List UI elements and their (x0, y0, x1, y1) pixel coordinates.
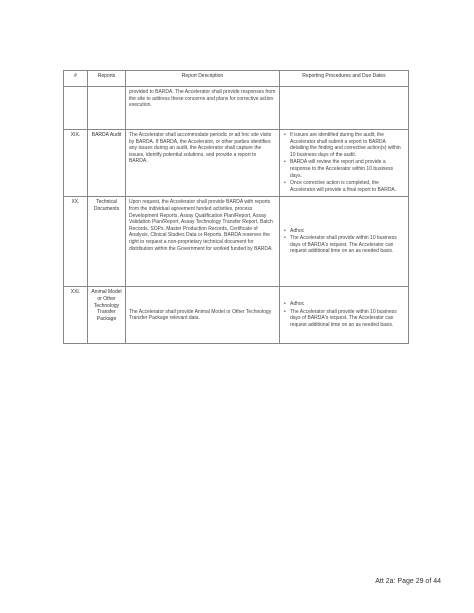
procedure-list (283, 132, 405, 193)
header-report-description: Report Description (126, 71, 280, 87)
row-description: The Accelerator shall accommodate periodic or ad hoc site visits by BARDA. If BARDA, the Accelerator, or other parties identifies any issues during an audit, the Accelerator shall capture the issues, identify potential solutions, and provide a report to BARDA. (126, 130, 280, 197)
row-report-name: Animal Model or Other Technology Transfer Package (88, 287, 126, 344)
row-report-name (88, 87, 126, 130)
row-procedures (280, 197, 409, 287)
header-reports: Reports (88, 71, 126, 87)
reports-table (63, 70, 409, 344)
procedure-item: • BARDA will review the report and provide a response to the Accelerator within 10 business days. (290, 159, 405, 179)
page-footer: Att 2a: Page 29 of 44 (375, 578, 441, 585)
procedure-list (283, 228, 405, 255)
row-description: provided to BARDA. The Accelerator shall provide responses from the site to address these concerns and plans for corrective action execution. (126, 87, 280, 130)
row-report-name: BARDA Audit (88, 130, 126, 197)
table-row (64, 287, 409, 344)
table-row (64, 197, 409, 287)
row-description: Upon request, the Accelerator shall provide BARDA with reports from the individual agreement funded activities, process Development Reports, Assay Qualification Plan/Report, Assay Validation Plan/Report, Assay Technology Transfer Report, Batch Records, SOPs, Master Production Records, Certificate of Analysis, Clinical Studies Data or Reports. BARDA reserves the right to request a non-proprietary technical document for distribution within the Government for worked funded by BARDA. (126, 197, 280, 287)
row-procedures (280, 87, 409, 130)
procedure-item: • Adhoc (290, 228, 405, 235)
table-row (64, 130, 409, 197)
row-number: XIX. (64, 130, 88, 197)
procedure-item: • If issues are identified during the audit, the Accelerator shall submit a report to BARDA detailing the finding and corrective action(s) within 10 business days of the audit. (290, 132, 405, 158)
header-reporting-procedures: Reporting Procedures and Due Dates (280, 71, 409, 87)
row-number (64, 87, 88, 130)
procedure-item: • Once corrective action is completed, the Accelerator will provide a final report to BARDA. (290, 180, 405, 193)
row-procedures (280, 287, 409, 344)
table-row (64, 87, 409, 130)
row-number: XX. (64, 197, 88, 287)
procedure-item: • Adhoc (290, 301, 405, 308)
row-report-name: Technical Documents (88, 197, 126, 287)
row-description: The Accelerator shall provide Animal Model or Other Technology Transfer Package relevant data. (126, 287, 280, 344)
row-procedures (280, 130, 409, 197)
procedure-item: • The Accelerator shall provide within 10 business days of BARDA's request. The Accelerator can request additional time on an as needed basis. (290, 309, 405, 329)
table-header-row (64, 71, 409, 87)
header-number: # (64, 71, 88, 87)
procedure-list (283, 301, 405, 328)
row-number: XXI. (64, 287, 88, 344)
procedure-item: • The Accelerator shall provide within 10 business days of BARDA's request. The Accelerator can request additional time on an as needed basis. (290, 235, 405, 255)
